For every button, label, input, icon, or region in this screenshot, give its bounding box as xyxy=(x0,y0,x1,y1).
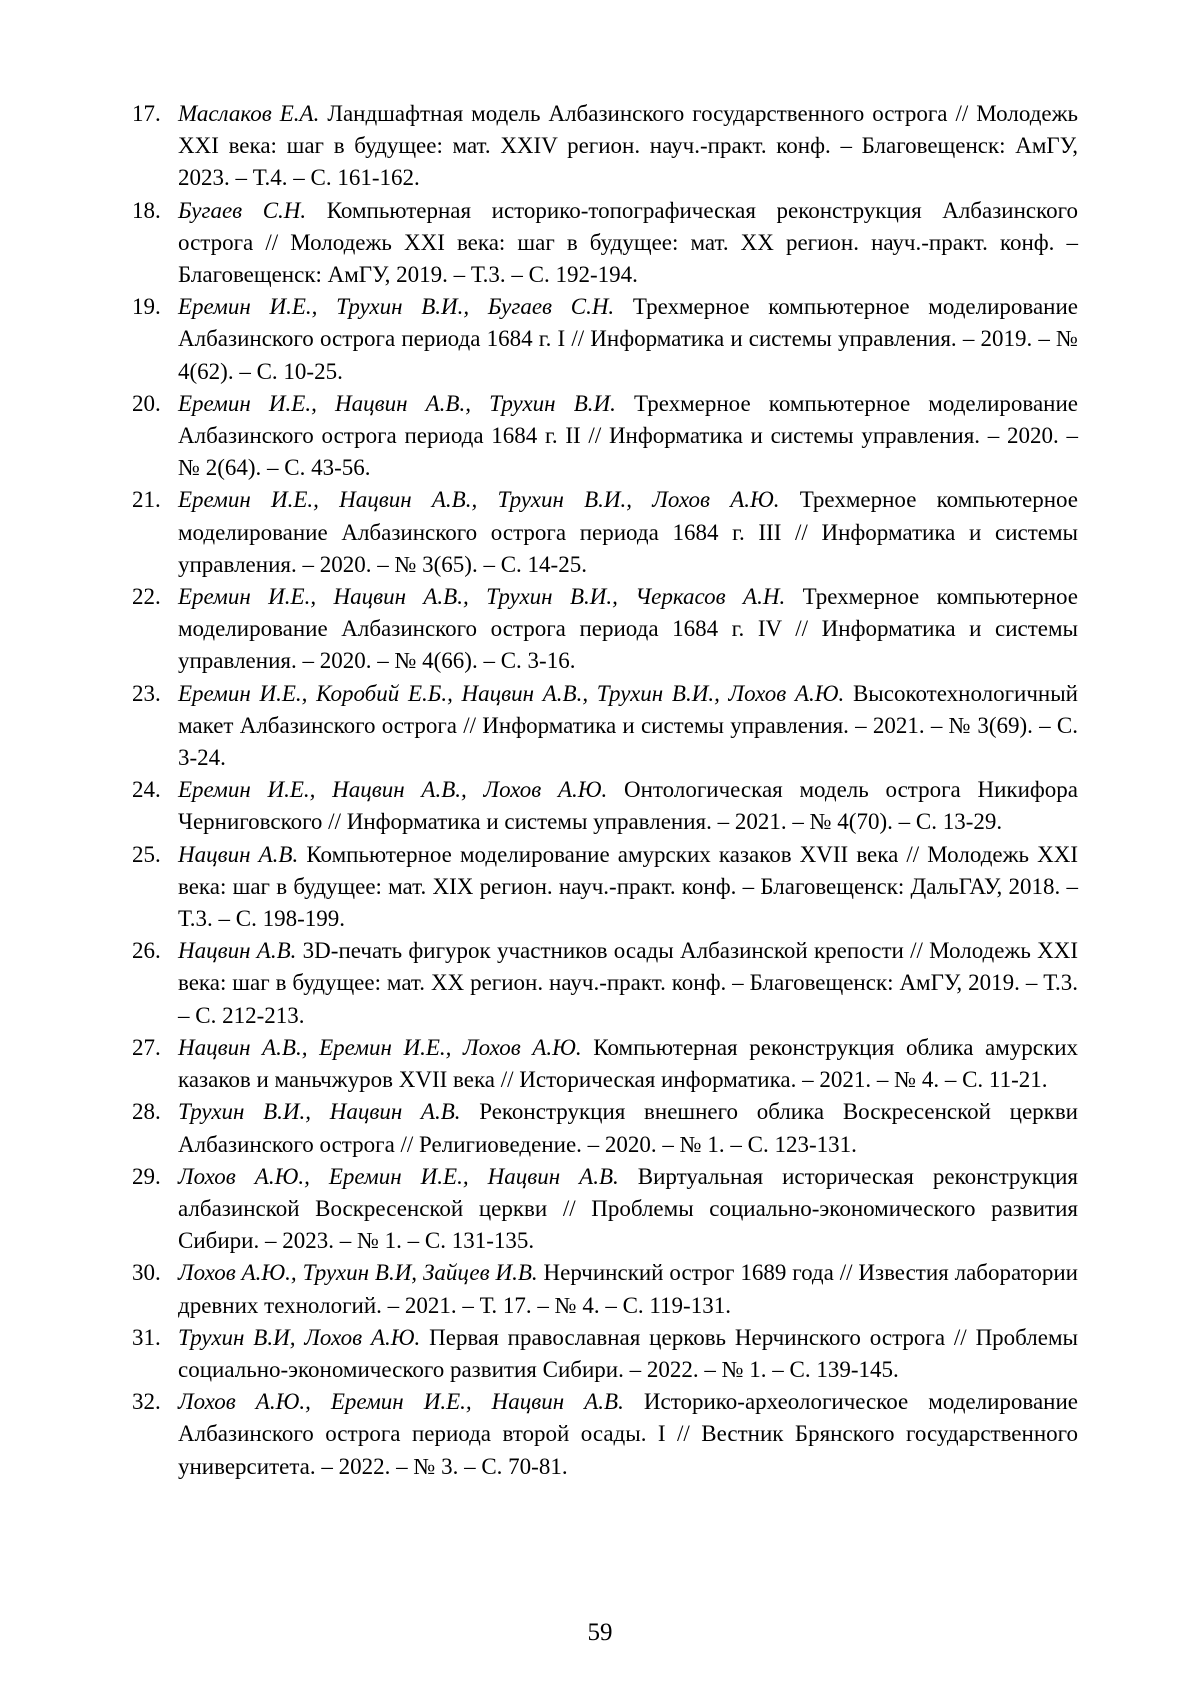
reference-authors: Лохов А.Ю., Еремин И.Е., Нацвин А.В. xyxy=(178,1389,624,1415)
reference-number: 27. xyxy=(132,1034,161,1060)
reference-item xyxy=(132,774,1078,838)
reference-number: 23. xyxy=(132,680,161,706)
reference-number: 32. xyxy=(132,1389,161,1415)
reference-number: 18. xyxy=(132,197,161,223)
reference-authors: Нацвин А.В., Еремин И.Е., Лохов А.Ю. xyxy=(178,1034,582,1060)
reference-authors: Еремин И.Е., Нацвин А.В., Трухин В.И., Лохов А.Ю. xyxy=(178,487,780,513)
reference-item xyxy=(132,581,1078,678)
reference-item xyxy=(132,1386,1078,1483)
reference-number: 29. xyxy=(132,1163,161,1189)
reference-number: 17. xyxy=(132,101,161,126)
reference-item xyxy=(132,678,1078,775)
reference-text: Компьютерная реконструкция облика амурских казаков и маньчжуров XVII века // Историческая информатика. – 2021. – № 4. – С. 11-21. xyxy=(178,1034,1079,1093)
reference-text: Высокотехнологичный макет Албазинского острога // Информатика и системы управления. – 2021. – № 3(69). – С. 3-24. xyxy=(178,680,1078,771)
reference-number: 28. xyxy=(132,1099,161,1125)
reference-item xyxy=(132,1096,1078,1160)
reference-text: Первая православная церковь Нерчинского острога // Проблемы социально-экономического развития Сибири. – 2022. – № 1. – С. 139-145. xyxy=(178,1324,1079,1382)
reference-list xyxy=(132,98,1078,1483)
reference-authors: Нацвин А.В. xyxy=(178,938,297,964)
reference-text: Ландшафтная модель Албазинского государственного острога // Молодежь XXI века: шаг в будущее: мат. XXIV регион. науч.-практ. конф. – Благовещенск: АмГУ, 2023. – Т.4. – С. 161-162. xyxy=(178,101,1078,191)
reference-text: Трехмерное компьютерное моделирование Албазинского острога периода 1684 г. IV // Информатика и системы управления. – 2020. – № 4(66). – С. 3-16. xyxy=(178,584,1078,674)
reference-item xyxy=(132,1257,1078,1321)
reference-item xyxy=(132,1322,1078,1386)
reference-item xyxy=(132,1161,1078,1258)
reference-item xyxy=(132,935,1078,1032)
reference-number: 20. xyxy=(132,390,161,416)
reference-item xyxy=(132,195,1078,292)
reference-item xyxy=(132,291,1078,388)
reference-authors: Нацвин А.В. xyxy=(178,841,299,867)
document-page xyxy=(132,98,1078,1483)
reference-authors: Еремин И.Е., Нацвин А.В., Трухин В.И. xyxy=(178,390,616,416)
reference-authors: Еремин И.Е., Нацвин А.В., Трухин В.И., Черкасов А.Н. xyxy=(178,584,786,610)
page-number: 59 xyxy=(587,1619,613,1646)
reference-text: Нерчинский острог 1689 года // Известия лаборатории древних технологий. – 2021. – Т. 17. – № 4. – С. 119-131. xyxy=(178,1260,1078,1318)
reference-authors: Еремин И.Е., Нацвин А.В., Лохов А.Ю. xyxy=(178,777,608,803)
reference-number: 31. xyxy=(132,1324,161,1350)
reference-text: Трехмерное компьютерное моделирование Албазинского острога периода 1684 г. III // Информатика и системы управления. – 2020. – № 3(65). – С. 14-25. xyxy=(178,487,1078,577)
reference-authors: Трухин В.И., Нацвин А.В. xyxy=(178,1099,461,1125)
reference-authors: Бугаев С.Н. xyxy=(178,197,307,223)
reference-number: 21. xyxy=(132,487,161,513)
reference-number: 26. xyxy=(132,938,161,964)
reference-number: 25. xyxy=(132,841,161,867)
reference-text: Виртуальная историческая реконструкция албазинской Воскресенской церкви // Проблемы социально-экономического развития Сибири. – 2023. – № 1. – С. 131-135. xyxy=(178,1163,1079,1254)
reference-authors: Лохов А.Ю., Трухин В.И, Зайцев И.В. xyxy=(178,1260,538,1286)
reference-authors: Маслаков Е.А. xyxy=(178,101,320,126)
reference-text: 3D-печать фигурок участников осады Албазинской крепости // Молодежь XXI века: шаг в будущее: мат. XX регион. науч.-практ. конф. – Благовещенск: АмГУ, 2019. – Т.3. – С. 212-213. xyxy=(178,938,1078,1028)
reference-text: Историко-археологическое моделирование Албазинского острога периода второй осады. I // Вестник Брянского государственного университета. – 2022. – № 3. – С. 70-81. xyxy=(178,1389,1078,1479)
reference-authors: Трухин В.И, Лохов А.Ю. xyxy=(178,1324,421,1350)
reference-item xyxy=(132,98,1078,195)
reference-authors: Еремин И.Е., Трухин В.И., Бугаев С.Н. xyxy=(178,294,615,320)
reference-number: 30. xyxy=(132,1260,161,1286)
reference-number: 24. xyxy=(132,777,161,803)
reference-authors: Еремин И.Е., Коробий Е.Б., Нацвин А.В., Трухин В.И., Лохов А.Ю. xyxy=(178,680,845,706)
reference-text: Онтологическая модель острога Никифора Черниговского // Информатика и системы управления. – 2021. – № 4(70). – С. 13-29. xyxy=(178,777,1079,835)
reference-item xyxy=(132,388,1078,485)
reference-number: 19. xyxy=(132,294,161,320)
reference-item xyxy=(132,839,1078,936)
reference-text: Реконструкция внешнего облика Воскресенской церкви Албазинского острога // Религиоведение. – 2020. – № 1. – С. 123-131. xyxy=(178,1099,1078,1157)
reference-text: Трехмерное компьютерное моделирование Албазинского острога периода 1684 г. II // Информатика и системы управления. – 2020. – № 2(64). – С. 43-56. xyxy=(178,390,1078,481)
reference-text: Компьютерная историко-топографическая реконструкция Албазинского острога // Молодежь XXI века: шаг в будущее: мат. XX регион. науч.-практ. конф. – Благовещенск: АмГУ, 2019. – Т.3. – С. 192-194. xyxy=(178,197,1078,288)
reference-authors: Лохов А.Ю., Еремин И.Е., Нацвин А.В. xyxy=(178,1163,619,1189)
reference-text: Трехмерное компьютерное моделирование Албазинского острога периода 1684 г. I // Информатика и системы управления. – 2019. – № 4(62). – С. 10-25. xyxy=(178,294,1078,384)
reference-item xyxy=(132,484,1078,581)
reference-text: Компьютерное моделирование амурских казаков XVII века // Молодежь XXI века: шаг в будущее: мат. XIX регион. науч.-практ. конф. – Благовещенск: ДальГАУ, 2018. – Т.3. – С. 198-199. xyxy=(178,841,1078,932)
reference-item xyxy=(132,1032,1078,1096)
reference-number: 22. xyxy=(132,584,161,610)
